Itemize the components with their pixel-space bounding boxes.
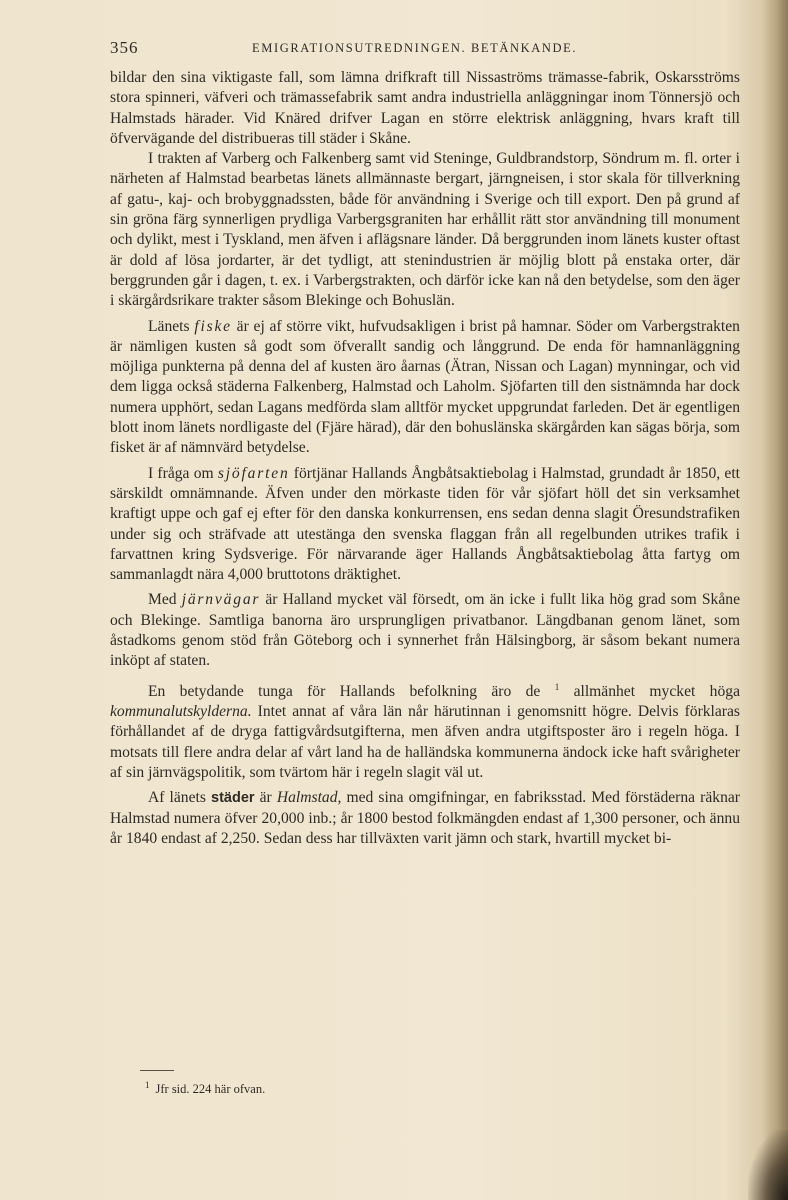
bold-stader: städer	[211, 790, 255, 807]
p6-rest: Intet annat af våra län når härutinnan i genomsnitt högre. Delvis förklaras förhållandet af de dryga fattigvårdsutgifterna, men äfven andra utgiftsposter äro i regeln höga. I motsats till flere andra delar af vårt land ha de halländska kommunerna ändock icke haft svårigheter af sin järnvägspolitik, som tvärtom här i regeln slagit väl ut.	[110, 703, 740, 781]
footnote-text: Jfr sid. 224 här ofvan.	[155, 1082, 266, 1097]
paragraph-5	[110, 590, 740, 671]
emphasis-sjofarten: sjöfarten	[217, 464, 290, 482]
page-corner-shadow	[748, 1130, 788, 1200]
footnote-marker: 1	[145, 1080, 150, 1090]
p4-lead: I fråga om	[148, 464, 214, 482]
emphasis-jarnvagar: järnvägar	[181, 591, 261, 609]
p7-rest: med sina omgifningar, en fabriksstad. Med förstäderna räknar Halmstad numera öfver 20,000 inb.; år 1800 bestod folkmängden endast af 1,300 personer, och ännu år 1840 endast af 2,250. Sedan dess har tillväxten varit jämn och stark, hvartill mycket bi-	[110, 789, 740, 847]
paragraph-2: I trakten af Varberg och Falkenberg samt vid Steninge, Guldbrandstorp, Söndrum m. fl. orter i närheten af Halmstad bearbetas länets allmännaste bergart, järngneisen, i stor skala för tillverkning af gatu-, kaj- och brobyggnadssten, både för användning i Sverige och till export. Den på grund af sin gröna färg synnerligen prydliga Varbergsgraniten har erhållit rätt stor användning till monument och dylikt, mest i Tyskland, men äfven i aflägsnare länder. Då berggrunden inom länets kuster oftast är dold af lösa jordarter, är det tydligt, att stenindustrien är möjlig blott på enstaka orter, där berggrunden går i dagen, t. ex. i Varbergstrakten, och därför icke kan nå den betydelse, som den äger i skärgårdsrikare trakter såsom Blekinge och Bohuslän.	[110, 150, 740, 310]
running-header	[110, 38, 740, 60]
p4-rest: förtjänar Hallands Ångbåtsaktiebolag i Halmstad, grundadt år 1850, ett särskildt omnämnande. Äfven under den mörkaste tiden för vår sjöfart höll det sin verksamhet kraftigt uppe och gaf ej efter för den danska konkurrensen, ens sedan denna slagit Öresundstrafiken under sig och sträfvade att utestänga den svenska flaggan från all regelbunden utrikes trafik i farvattnen kring Sydsverige. För närvarande äger Hallands Ångbåtsaktiebolag åtta fartyg om sammanlagdt nära 4,000 bruttotons dräktighet.	[110, 464, 740, 584]
body-text	[110, 68, 740, 849]
p5-lead: Med	[148, 591, 177, 609]
paragraph-1: bildar den sina viktigaste fall, som lämna drifkraft till Nissaströms trämasse-fabrik, Oskarsströms stora spinneri, väfveri och trämassefabrik samt andra industriella anläggningar inom Tönnersjö och Halmstads härader. Vid Knäred drifver Lagan en större elektrisk anläggning, hvars kraft till öfvervägande del distribueras till städer i Skåne.	[110, 69, 740, 147]
page-edge	[762, 0, 788, 1200]
paragraph-6	[110, 677, 740, 784]
p3-lead: Länets	[148, 317, 190, 335]
footnote-reference[interactable]: 1	[554, 681, 560, 692]
running-title: EMIGRATIONSUTREDNINGEN. BETÄNKANDE.	[252, 41, 578, 55]
p6-lead: En betydande tunga för Hallands befolkning äro de	[148, 682, 541, 700]
page-number: 356	[110, 38, 139, 57]
paragraph-7	[110, 788, 740, 849]
p6-mid: allmänhet mycket höga	[573, 682, 740, 700]
emphasis-fiske: fiske	[194, 317, 232, 335]
footnote	[145, 1080, 265, 1097]
p3-rest: är ej af större vikt, hufvudsakligen i brist på hamnar. Söder om Varbergstrakten är nämligen kusten så godt som öfverallt sandig och långgrund. De enda för hamnanläggning möjliga punkterna på denna del af kusten äro åarnas (Ätran, Nissan och Lagan) mynningar, och vid dem ligga också städerna Falkenberg, Halmstad och Laholm. Sjöfarten till den sistnämnda har dock numera upphört, sedan Lagans medförda slam alltför mycket uppgrundat farleden. Det är egentligen blott inom länets nordligaste del (Fjäre härad), där den bohuslänska skärgården kan sägas börja, som fisket är af nämnvärd betydelse.	[110, 317, 740, 457]
emphasis-kommunalutskylderna: kommunalutskylderna.	[110, 703, 252, 721]
paragraph-4	[110, 464, 740, 586]
emphasis-halmstad: Halmstad,	[276, 789, 342, 807]
p7-verb: är	[259, 789, 272, 807]
paragraph-3	[110, 317, 740, 459]
footnote-divider	[140, 1070, 174, 1071]
p7-lead: Af länets	[148, 789, 206, 807]
p5-rest: är Halland mycket väl försedt, om än icke i fullt lika hög grad som Skåne och Blekinge. Samtliga banorna äro ursprungligen privatbanor. Längdbanan genom länet, som åstadkoms genom stöd från Göteborg och i synnerhet från Hälsingborg, är såsom bekant numera inköpt af staten.	[110, 591, 740, 670]
